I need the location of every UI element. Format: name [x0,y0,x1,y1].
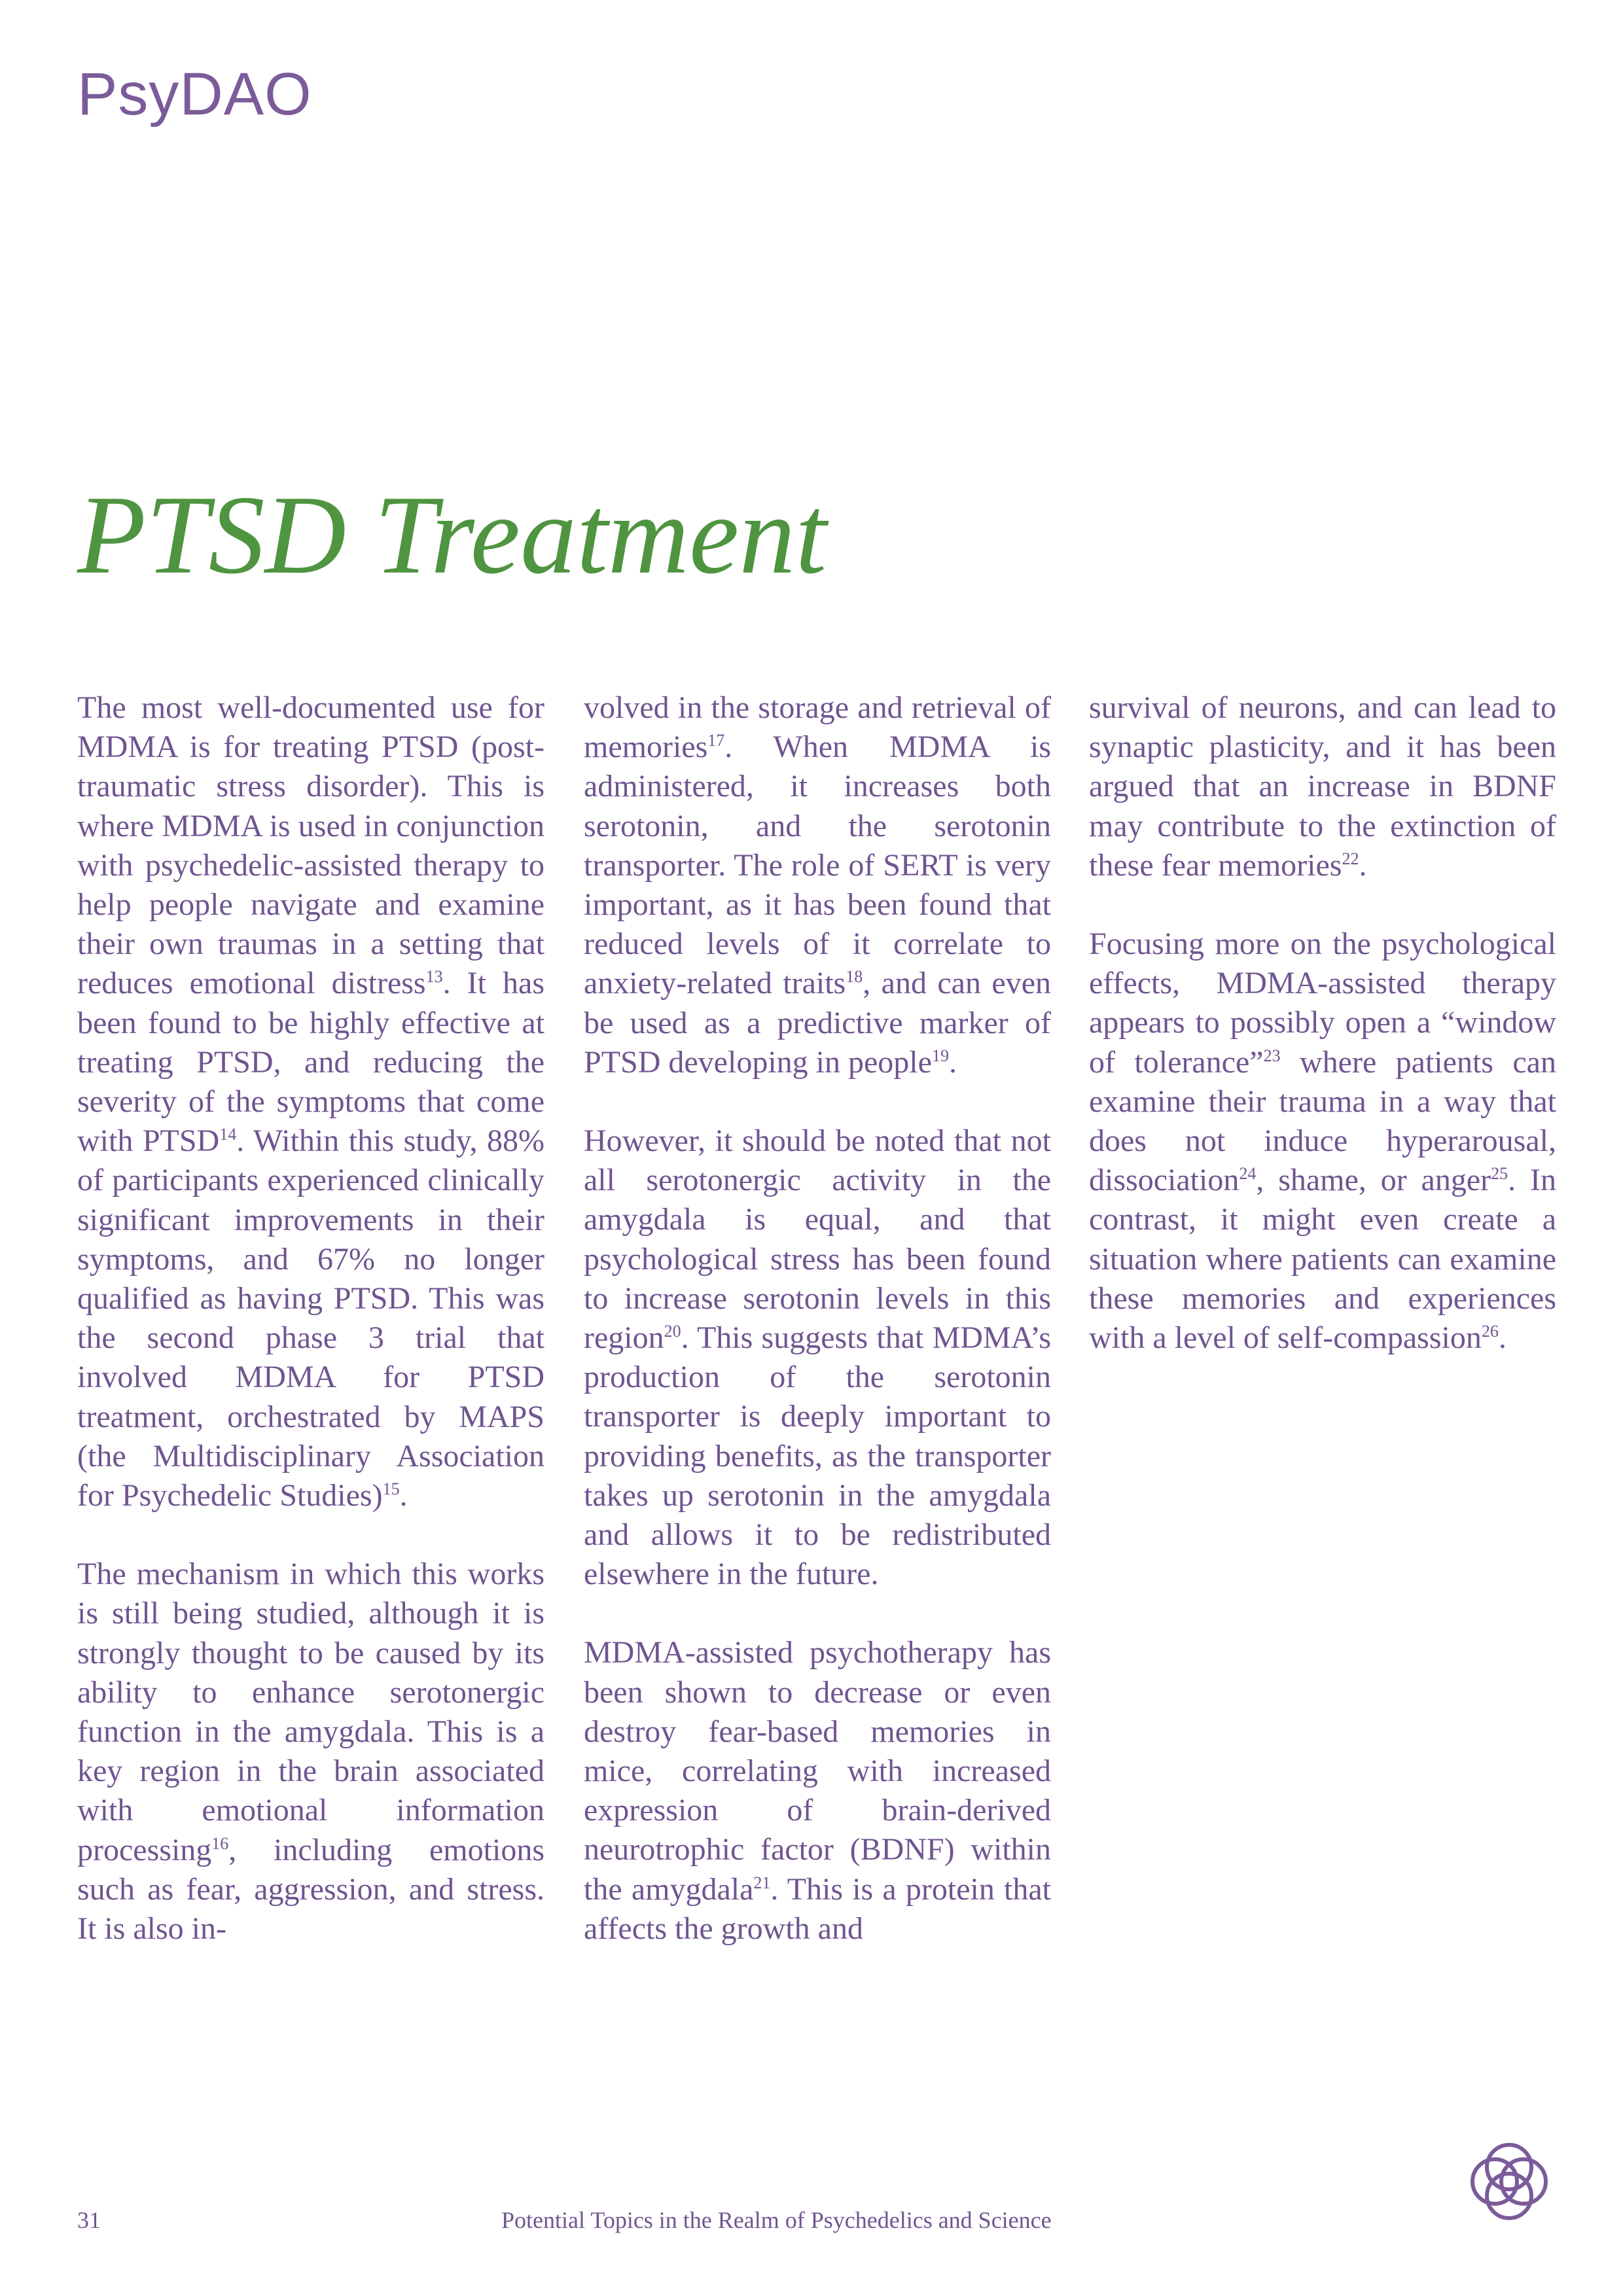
interlocking-circles-logo-icon [1463,2136,1555,2227]
footnote-ref: 22 [1342,849,1359,868]
body-text: The mechanism in which this works is still being studied, although it is strongly thought to be caused by its ability to enhance serotonergic function in the amygdala. This is a key region in the brain associated with emotional information processing [77,1557,544,1867]
paragraph [77,1555,544,1949]
body-text: MDMA-assisted psychotherapy has been shown to decrease or even destroy fear-based memories in mice, correlating with increased expression of brain-derived neurotrophic factor (BDNF) within the amygdala [584,1635,1051,1907]
body-text: , shame, or anger [1256,1163,1491,1198]
text-column-1 [77,688,544,1949]
body-text: The most well-documented use for MDMA is for treating PTSD (post-traumatic stress disorder). This is where MDMA is used in conjunction with psychedelic-assisted therapy to help people navigate and examine their own traumas in a setting that reduces emotional distress [77,690,544,1001]
footnote-ref: 20 [664,1322,681,1341]
body-text: . [1359,847,1367,883]
footnote-ref: 25 [1491,1164,1508,1184]
body-text: . This is a protein that affects the growth and [584,1871,1051,1946]
footnote-ref: 23 [1263,1046,1281,1065]
footnote-ref: 13 [425,967,443,987]
body-text: volved in the storage and retrieval of memories [584,690,1051,765]
body-text: . It has been found to be highly effective at treating PTSD, and reducing the severity of the symptoms that come with PTSD [77,966,544,1159]
body-text: , and can even be used as a predictive marker of PTSD developing in people [584,966,1051,1080]
paragraph [584,688,1051,1082]
paragraph [1089,925,1556,1358]
body-text: . [1498,1320,1507,1356]
footnote-ref: 24 [1239,1164,1257,1184]
footer-document-title: Potential Topics in the Realm of Psychedelics and Science [501,2207,1052,2233]
body-text: However, it should be noted that not all serotonergic activity in the amygdala is equal, and that psychological stress has been found to increase serotonin levels in this region [584,1123,1051,1356]
body-text: . Within this study, 88% of participants experienced clinically significant improvements in their symptoms, and 67% no longer qualified as having PTSD. This was the second phase 3 trial that involved MDMA for PTSD treatment, orchestrated by MAPS (the Multidisciplinary Association for Psychedelic Studies) [77,1123,544,1513]
footnote-ref: 14 [219,1125,237,1144]
body-text: where patients can examine their trauma in a way that does not induce hyperarousal, dissociation [1089,1044,1556,1198]
page-title: PTSD Treatment [77,473,827,597]
footnote-ref: 17 [707,731,725,751]
body-text: . When MDMA is administered, it increases both serotonin, and the serotonin transporter. The role of SERT is very important, as it has been found that reduced levels of it correlate to anxiety-related traits [584,730,1051,1001]
footnote-ref: 21 [753,1873,771,1892]
text-column-2 [584,688,1051,1949]
paragraph [77,688,544,1515]
body-text: . This suggests that MDMA’s production of the serotonin transporter is deeply important to providing benefits, as the transporter takes up serotonin in the amygdala and allows it to be redistributed elsewhere in the future. [584,1320,1051,1592]
footnote-ref: 16 [211,1833,229,1853]
body-text: . [399,1478,408,1513]
paragraph [1089,688,1556,885]
body-text: , including emotions such as fear, aggression, and stress. It is also in- [77,1832,544,1947]
paragraph [584,1633,1051,1949]
footnote-ref: 18 [846,967,863,987]
brand-logo-text: PsyDAO [77,61,312,128]
footnote-ref: 19 [931,1046,949,1065]
page-number: 31 [77,2207,101,2233]
paragraph [584,1122,1051,1594]
body-text: . [948,1044,957,1080]
body-text: survival of neurons, and can lead to synaptic plasticity, and it has been argued that an increase in BDNF may contribute to the extinction of these fear memories [1089,690,1556,883]
footnote-ref: 15 [382,1479,400,1499]
text-column-3 [1089,688,1556,1358]
body-text: . In contrast, it might even create a situation where patients can examine these memories and experiences with a level of self-compassion [1089,1163,1556,1356]
footnote-ref: 26 [1481,1322,1499,1341]
body-text: Focusing more on the psychological effects, MDMA-assisted therapy appears to possibly open a “window of tolerance” [1089,927,1556,1080]
